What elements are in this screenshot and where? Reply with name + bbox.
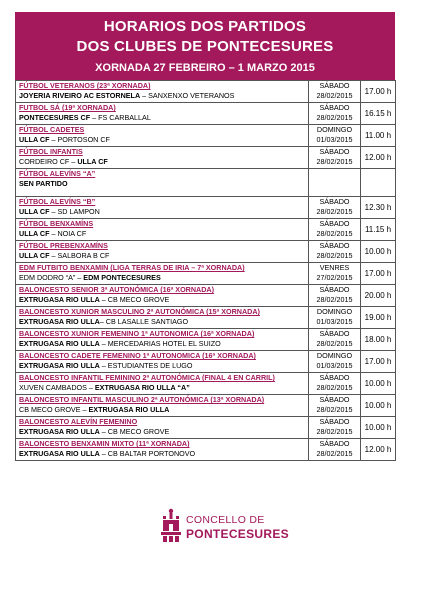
match-time: 17.00 h	[364, 86, 392, 96]
match-date: 01/03/2015	[316, 360, 353, 370]
match-time: 11.00 h	[364, 130, 392, 140]
time-cell	[361, 81, 396, 103]
fixture-away: – NOIA CF	[49, 228, 87, 238]
time-cell	[361, 169, 396, 197]
match-row	[16, 103, 396, 125]
fixture	[19, 179, 305, 189]
time-cell	[361, 395, 396, 417]
match-day: SÁBADO	[319, 197, 350, 206]
fixture	[19, 295, 305, 305]
date-cell	[309, 395, 361, 417]
match-cell	[16, 169, 309, 197]
match-day: DOMINGO	[316, 307, 353, 316]
fixture-away: – SD LAMPON	[49, 206, 100, 216]
match-row	[16, 81, 396, 103]
match-date: 27/02/2015	[316, 272, 353, 282]
date-cell	[309, 263, 361, 285]
match-cell	[16, 241, 309, 263]
castle-crest-icon	[160, 508, 182, 544]
time-cell	[361, 103, 396, 125]
fixture-club: EDM PONTECESURES	[83, 272, 161, 282]
match-day: SÁBADO	[319, 219, 350, 228]
fixture	[19, 229, 305, 239]
match-date: 28/02/2015	[316, 426, 353, 436]
fixture-club: EXTRUGASA RIO ULLA	[19, 338, 100, 348]
fixture-away: – CB BALTAR PORTONOVO	[99, 448, 196, 458]
match-row	[16, 439, 396, 461]
category-label: FÚTBOL ALEVÍNS “B”	[19, 197, 96, 206]
match-row	[16, 417, 396, 439]
match-row	[16, 351, 396, 373]
match-row	[16, 169, 396, 197]
match-cell	[16, 351, 309, 373]
fixture	[19, 449, 305, 459]
fixture-club: EXTRUGASA RIO ULLA “A”	[94, 382, 190, 392]
match-row	[16, 329, 396, 351]
fixture	[19, 273, 305, 283]
category-label: BALONCESTO ALEVÍN FEMENINO	[19, 417, 138, 426]
time-cell	[361, 439, 396, 461]
time-cell	[361, 373, 396, 395]
match-date: 28/02/2015	[316, 404, 353, 414]
logo-line-2: PONTECESURES	[186, 527, 289, 541]
match-cell	[16, 395, 309, 417]
fixture-club: ULLA CF	[19, 250, 50, 260]
time-cell	[361, 263, 396, 285]
fixture-club: SEN PARTIDO	[19, 178, 68, 188]
match-time: 18.00 h	[364, 334, 392, 344]
fixture	[19, 135, 305, 145]
schedule-table	[15, 80, 396, 461]
date-cell	[309, 351, 361, 373]
category-label: BALONCESTO BENXAMIN MIXTO (11ª XORNADA)	[19, 439, 190, 448]
date-cell	[309, 307, 361, 329]
match-row	[16, 373, 396, 395]
match-row	[16, 197, 396, 219]
match-date: 28/02/2015	[316, 228, 353, 238]
match-time: 10.00 h	[364, 246, 392, 256]
category-label: FÚTBOL CADETES	[19, 125, 85, 134]
date-cell	[309, 147, 361, 169]
fixture-club: EXTRUGASA RIO ULLA	[19, 316, 100, 326]
fixture-away: – SANXENXO VETERANOS	[140, 90, 235, 100]
match-date: 28/02/2015	[316, 112, 353, 122]
match-row	[16, 219, 396, 241]
match-date: 28/02/2015	[316, 206, 353, 216]
match-day: SÁBADO	[319, 417, 350, 426]
category-label: BALONCESTO XUNIOR FEMENINO 1ª AUTONOMICA (16ª XORNADA)	[19, 329, 255, 338]
match-cell	[16, 197, 309, 219]
date-cell	[309, 103, 361, 125]
fixture-club: EXTRUGASA RIO ULLA	[19, 426, 100, 436]
match-row	[16, 241, 396, 263]
category-label: FÚTBOL ALEVÍNS “A”	[19, 169, 96, 178]
time-cell	[361, 307, 396, 329]
fixture-club: EXTRUGASA RIO ULLA	[19, 294, 100, 304]
match-cell	[16, 263, 309, 285]
fixture-away: – CB MECO GROVE	[99, 426, 170, 436]
match-time: 10.00 h	[364, 422, 392, 432]
fixture-away: – ESTUDIANTES DE LUGO	[99, 360, 193, 370]
match-day: SÁBADO	[319, 285, 350, 294]
fixture-club: ULLA CF	[19, 228, 50, 238]
date-cell	[309, 81, 361, 103]
match-time: 16.15 h	[364, 108, 392, 118]
match-date: 28/02/2015	[316, 156, 353, 166]
match-cell	[16, 417, 309, 439]
category-label: FÚTBOL INFANTIS	[19, 147, 83, 156]
fixture-away: – CB LASALLE SANTIAGO	[99, 316, 189, 326]
category-label: BALONCESTO CADETE FEMENINO 1ª AUTONOMICA (16ª XORNADA)	[19, 351, 256, 360]
fixture	[19, 157, 305, 167]
date-cell	[309, 241, 361, 263]
fixture	[19, 251, 305, 261]
category-label: BALONCESTO XUNIOR MASCULINO 2ª AUTONÓMICA (15ª XORNADA)	[19, 307, 260, 316]
match-time: 19.00 h	[364, 312, 392, 322]
match-date: 28/02/2015	[316, 294, 353, 304]
match-day: SÁBADO	[319, 395, 350, 404]
match-cell	[16, 81, 309, 103]
fixture-away: – FS CARBALLAL	[90, 112, 151, 122]
time-cell	[361, 329, 396, 351]
fixture-club: EXTRUGASA RIO ULLA	[19, 360, 100, 370]
date-cell	[309, 125, 361, 147]
category-label: EDM FUTBITO BENXAMIN (LIGA TERRAS DE IRIA – 7ª XORNADA)	[19, 263, 245, 272]
match-row	[16, 395, 396, 417]
fixture-club: ULLA CF	[19, 206, 50, 216]
fixture-away: – MERCEDARIAS HOTEL EL SUIZO	[99, 338, 221, 348]
match-day: SÁBADO	[319, 81, 350, 90]
match-cell	[16, 219, 309, 241]
match-date: 28/02/2015	[316, 250, 353, 260]
date-cell	[309, 197, 361, 219]
match-time: 17.00 h	[364, 268, 392, 278]
time-cell	[361, 125, 396, 147]
time-cell	[361, 285, 396, 307]
match-row	[16, 263, 396, 285]
fixture	[19, 317, 305, 327]
match-cell	[16, 439, 309, 461]
date-cell	[309, 285, 361, 307]
category-label: FÚTBOL BENXAMÍNS	[19, 219, 94, 228]
match-day: SÁBADO	[319, 373, 350, 382]
fixture	[19, 207, 305, 217]
date-cell	[309, 417, 361, 439]
date-cell	[309, 169, 361, 197]
match-day: SÁBADO	[319, 147, 350, 156]
match-day: VENRES	[319, 263, 350, 272]
match-cell	[16, 329, 309, 351]
match-cell	[16, 307, 309, 329]
time-cell	[361, 219, 396, 241]
round-dates: XORNADA 27 FEBREIRO – 1 MARZO 2015	[95, 62, 315, 74]
match-time: 12.00 h	[364, 444, 392, 454]
date-cell	[309, 439, 361, 461]
match-date: 28/02/2015	[316, 90, 353, 100]
fixture-club: EXTRUGASA RIO ULLA	[88, 404, 170, 414]
category-label: BALONCESTO INFANTIL MASCULINO 2ª AUTONÓMICA (13ª XORNADA)	[19, 395, 265, 404]
date-cell	[309, 219, 361, 241]
title-line-1: HORARIOS DOS PARTIDOS	[103, 18, 307, 35]
fixture	[19, 91, 305, 101]
match-time: 12.00 h	[364, 152, 392, 162]
fixture	[19, 113, 305, 123]
council-logo	[156, 508, 316, 548]
fixture-club: JOYERIA RIVEIRO AC ESTORNELA	[19, 90, 141, 100]
match-row	[16, 285, 396, 307]
page-header	[15, 12, 395, 81]
match-day: DOMINGO	[316, 351, 353, 360]
fixture-club: ULLA CF	[19, 134, 50, 144]
match-row	[16, 307, 396, 329]
fixture-away: – PORTOSON CF	[49, 134, 110, 144]
fixture	[19, 383, 305, 393]
category-label: FUTBOL SÁ (19ª XORNADA)	[19, 103, 116, 112]
match-row	[16, 125, 396, 147]
fixture-home: CORDEIRO CF –	[19, 156, 78, 166]
time-cell	[361, 417, 396, 439]
fixture-club: EXTRUGASA RIO ULLA	[19, 448, 100, 458]
match-day: SÁBADO	[319, 329, 350, 338]
match-date: 28/02/2015	[316, 382, 353, 392]
fixture	[19, 361, 305, 371]
match-time: 10.00 h	[364, 400, 392, 410]
match-row	[16, 147, 396, 169]
fixture	[19, 339, 305, 349]
match-date: 28/02/2015	[316, 338, 353, 348]
match-day: DOMINGO	[316, 125, 353, 134]
match-day: SÁBADO	[319, 103, 350, 112]
fixture-away: – CB MECO GROVE	[99, 294, 170, 304]
time-cell	[361, 241, 396, 263]
match-date: 28/02/2015	[316, 448, 353, 458]
match-cell	[16, 285, 309, 307]
match-date: 01/03/2015	[316, 316, 353, 326]
date-cell	[309, 329, 361, 351]
fixture	[19, 405, 305, 415]
fixture-club: ULLA CF	[77, 156, 108, 166]
match-cell	[16, 147, 309, 169]
fixture-home: XUVEN CAMBADOS –	[19, 382, 95, 392]
match-time: 20.00 h	[364, 290, 392, 300]
match-time: 11.15 h	[364, 224, 392, 234]
fixture-club: PONTECESURES CF	[19, 112, 91, 122]
time-cell	[361, 197, 396, 219]
date-cell	[309, 373, 361, 395]
match-day: SÁBADO	[319, 439, 350, 448]
match-cell	[16, 103, 309, 125]
logo-line-1: CONCELLO DE	[186, 514, 265, 526]
time-cell	[361, 351, 396, 373]
fixture-home: CB MECO GROVE –	[19, 404, 89, 414]
match-cell	[16, 125, 309, 147]
category-label: BALONCESTO INFANTIL FEMININO 2ª AUTONÓMICA (FINAL 4 EN CARRIL)	[19, 373, 275, 382]
schedule-body	[16, 81, 396, 461]
match-cell	[16, 373, 309, 395]
match-day: SÁBADO	[319, 241, 350, 250]
category-label: FÚTBOL VETERANOS (23ª XORNADA)	[19, 81, 151, 90]
category-label: FÚTBOL PREBENXAMÍNS	[19, 241, 108, 250]
match-time: 12.30 h	[364, 202, 392, 212]
fixture-home: EDM DODRO “A” –	[19, 272, 84, 282]
fixture-away: – SALBORA B CF	[49, 250, 110, 260]
match-time: 17.00 h	[364, 356, 392, 366]
match-time: 10.00 h	[364, 378, 392, 388]
fixture	[19, 427, 305, 437]
category-label: BALONCESTO SENIOR 3ª AUTONÓMICA (16ª XORNADA)	[19, 285, 215, 294]
time-cell	[361, 147, 396, 169]
title-line-2: DOS CLUBES DE PONTECESURES	[76, 38, 334, 55]
match-date: 01/03/2015	[316, 134, 353, 144]
